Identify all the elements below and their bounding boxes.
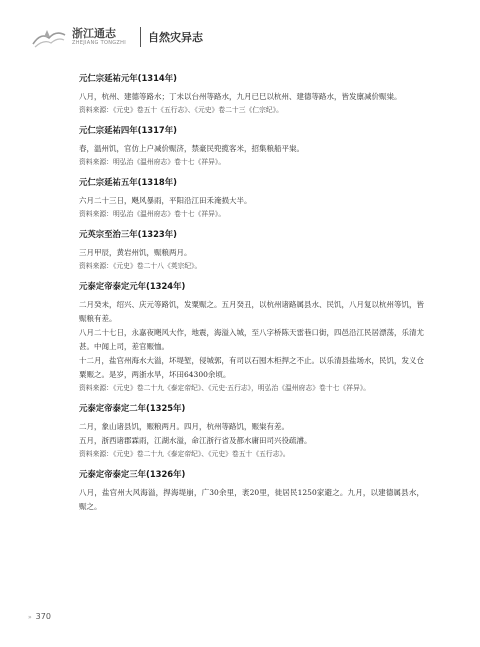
document-body [79, 72, 424, 521]
entry-paragraph: 十二月，盐官州海水大溢，坏堤堑，侵城郭，有司以石囤木柜捍之不止。以乐清县盐场水，民饥，发义仓粟赈之。是岁，两浙水旱，坏田64300余顷。 [79, 356, 424, 379]
footer-arrow-icon: » [28, 614, 32, 621]
entry [79, 228, 424, 273]
entry [79, 124, 424, 169]
entry-source: 资料来源：明弘治《温州府志》卷十七《祥异》。 [79, 158, 226, 166]
brand-subtitle: ZHEJIANG TONGZHI [72, 40, 126, 46]
entry-title: 元泰定帝泰定元年(1324年) [79, 281, 186, 291]
entry-paragraph: 八月二十七日，永嘉夜飓风大作，地震，海溢入城，至八字桥陈天雷巷口街，四邑沿江民居漂荡，乐清尤甚。中闻上司，差官赈恤。 [79, 328, 424, 351]
entry-source: 资料来源：《元史》卷二十九《泰定帝纪》、《元史·五行志》，明弘治《温州府志》卷十七《祥异》。 [79, 384, 371, 392]
entry [79, 468, 424, 514]
entry-paragraph: 八月，盐官州大风海溢，捍海堤崩，广30余里，袤20里，徙居民1250家避之。九月，以建德属县水，赈之。 [79, 488, 424, 511]
header-divider [140, 27, 141, 47]
entry-title: 元英宗至治三年(1323年) [79, 229, 177, 239]
entry-title: 元仁宗延祐四年(1317年) [79, 125, 177, 135]
entry-paragraph: 六月二十三日，飓风暴雨，平阳沿江田禾淹损大半。 [79, 196, 252, 205]
entry-paragraph: 五月，浙西诸郡霖雨，江湖水溢，命江浙行省及都水庸田司兴役疏濬。 [79, 436, 312, 445]
entry-source: 资料来源：《元史》卷五十《五行志》、《元史》卷二十三《仁宗纪》。 [79, 106, 283, 114]
entry [79, 402, 424, 461]
entry-paragraph: 三月甲辰，黄岩州饥，赈粮两月。 [79, 248, 192, 257]
entry-paragraph: 二月，象山诸县饥，赈粮两月。四月，杭州等路饥，赈粜有差。 [79, 422, 289, 431]
brand-name: 浙江通志 [72, 27, 116, 40]
entry-title: 元仁宗延祐五年(1318年) [79, 177, 177, 187]
entry-title: 元泰定帝泰定三年(1326年) [79, 469, 186, 479]
entry [79, 280, 424, 395]
entry [79, 72, 424, 117]
entry-paragraph: 春，温州饥，官仿上户减价赈济，禁豪民兜揽客米，招集粮船平粜。 [79, 144, 304, 153]
entry-title: 元仁宗延祐元年(1314年) [79, 73, 177, 83]
page-number: 370 [35, 612, 51, 621]
entry-source: 资料来源：《元史》卷二十九《泰定帝纪》、《元史》卷五十《五行志》。 [79, 450, 290, 458]
entry-source: 资料来源：《元史》卷二十八《英宗纪》。 [79, 262, 202, 270]
entry-title: 元泰定帝泰定二年(1325年) [79, 403, 186, 413]
entry [79, 176, 424, 221]
page-footer [28, 612, 51, 621]
entry-paragraph: 八月，杭州、建德等路水；丁未以台州等路水，九月已巳以杭州、建德等路水，皆发廪减价赈粜。 [79, 92, 402, 101]
book-title: 自然灾异志 [148, 31, 203, 44]
entry-source: 资料来源：明弘治《温州府志》卷十七《祥异》。 [79, 210, 226, 218]
entry-paragraph: 二月癸未，绍兴、庆元等路饥，发粟赈之。五月癸丑，以杭州诸路属县水、民饥，八月复以杭州等饥，皆赈粮有差。 [79, 300, 424, 323]
logo-icon [32, 26, 66, 50]
